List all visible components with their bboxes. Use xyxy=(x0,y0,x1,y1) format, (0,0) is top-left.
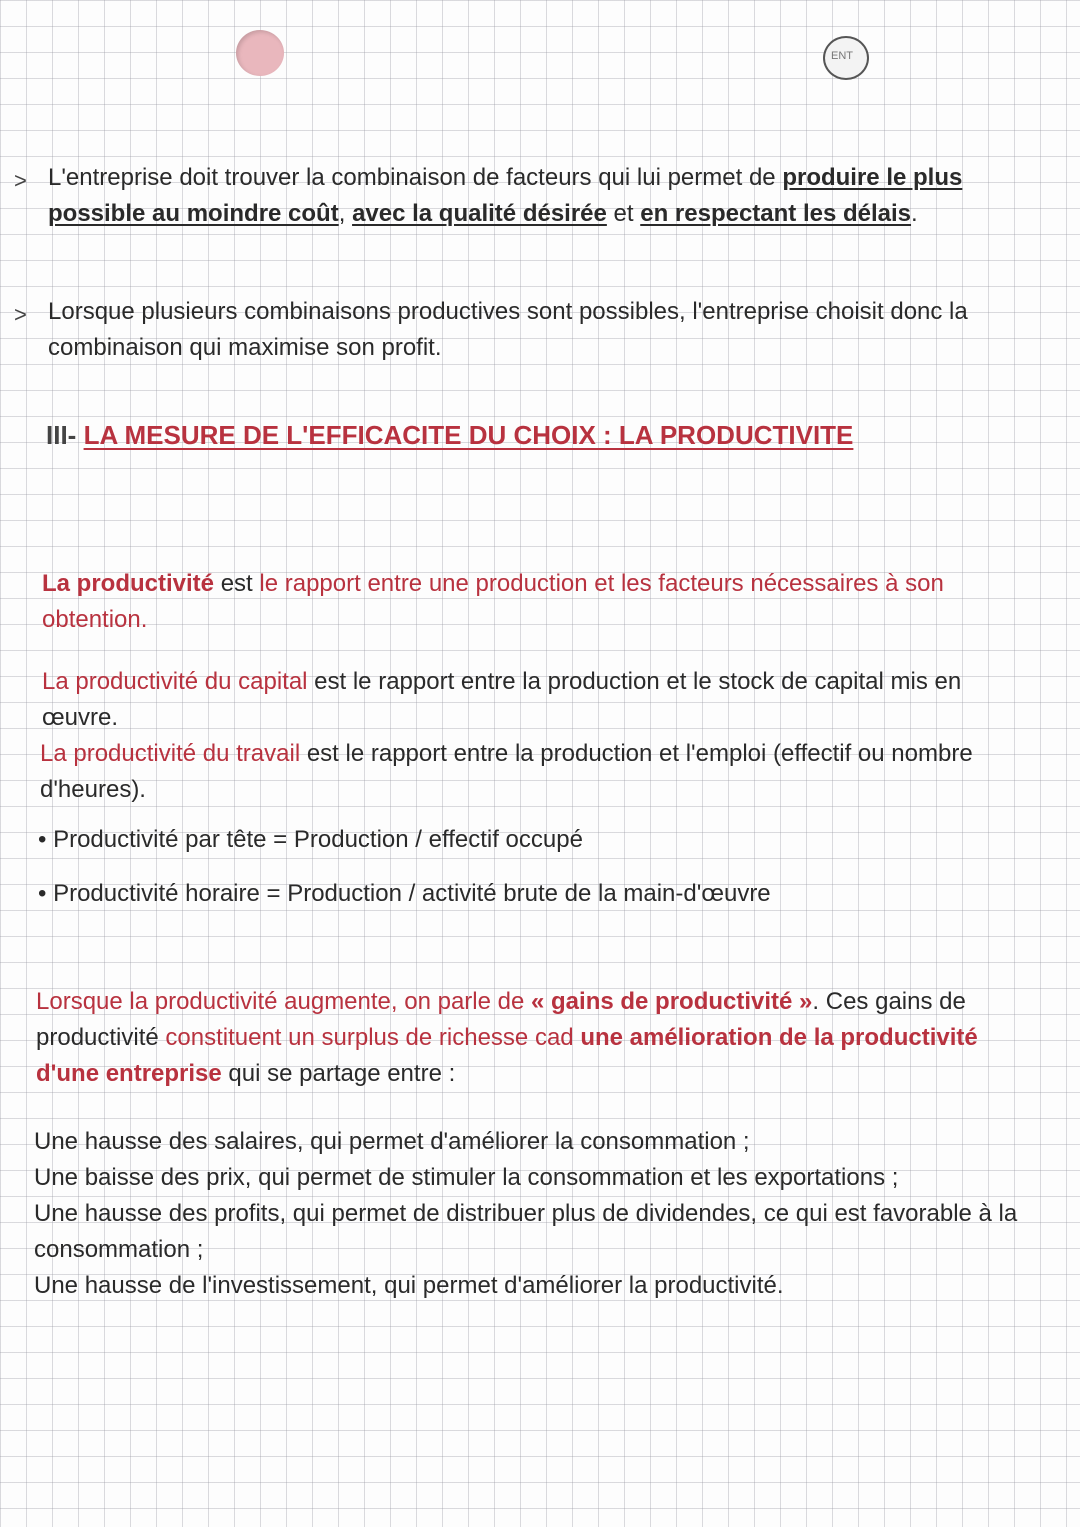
section-title: III- LA MESURE DE L'EFFICACITE DU CHOIX : LA PRODUCTIVITE xyxy=(46,420,854,450)
paragraph-objectif: L'entreprise doit trouver la combinaison de facteurs qui lui permet de produire le plus possible au moindre coût, avec la qualité désirée et en respectant les délais. xyxy=(48,164,963,227)
paragraph-gains: Lorsque la productivité augmente, on parle de « gains de productivité ». Ces gains de productivité constituent un surplus de richesse cad une amélioration de la productivité d'une entreprise qui se partage entre : xyxy=(36,988,978,1087)
definition-productivite: La productivité est le rapport entre une production et les facteurs nécessaires à son obtention. xyxy=(42,570,944,633)
formula-par-tete: • Productivité par tête = Production / effectif occupé xyxy=(38,826,583,853)
binder-hole-left xyxy=(236,30,284,76)
list-item: Une baisse des prix, qui permet de stimuler la consommation et les exportations ; xyxy=(34,1164,899,1191)
formula-horaire: • Productivité horaire = Production / activité brute de la main-d'œuvre xyxy=(38,880,771,907)
definition-productivite-capital: La productivité du capital est le rapport entre la production et le stock de capital mis en œuvre. xyxy=(42,668,962,731)
list-item: Une hausse des salaires, qui permet d'améliorer la consommation ; xyxy=(34,1128,750,1155)
binder-hole-right xyxy=(823,36,869,80)
arrow-bullet-1: > xyxy=(14,168,27,193)
list-item: Une hausse de l'investissement, qui permet d'améliorer la productivité. xyxy=(34,1272,784,1299)
hole-label: ENT xyxy=(831,50,853,62)
paragraph-choix: Lorsque plusieurs combinaisons productives sont possibles, l'entreprise choisit donc la combinaison qui maximise son profit. xyxy=(48,298,968,361)
list-item: Une hausse des profits, qui permet de distribuer plus de dividendes, ce qui est favorable à la consommation ; xyxy=(34,1200,1018,1263)
list-partage xyxy=(34,1124,1024,1304)
arrow-bullet-2: > xyxy=(14,302,27,327)
definition-productivite-travail: La productivité du travail est le rapport entre la production et l'emploi (effectif ou nombre d'heures). xyxy=(40,740,973,803)
